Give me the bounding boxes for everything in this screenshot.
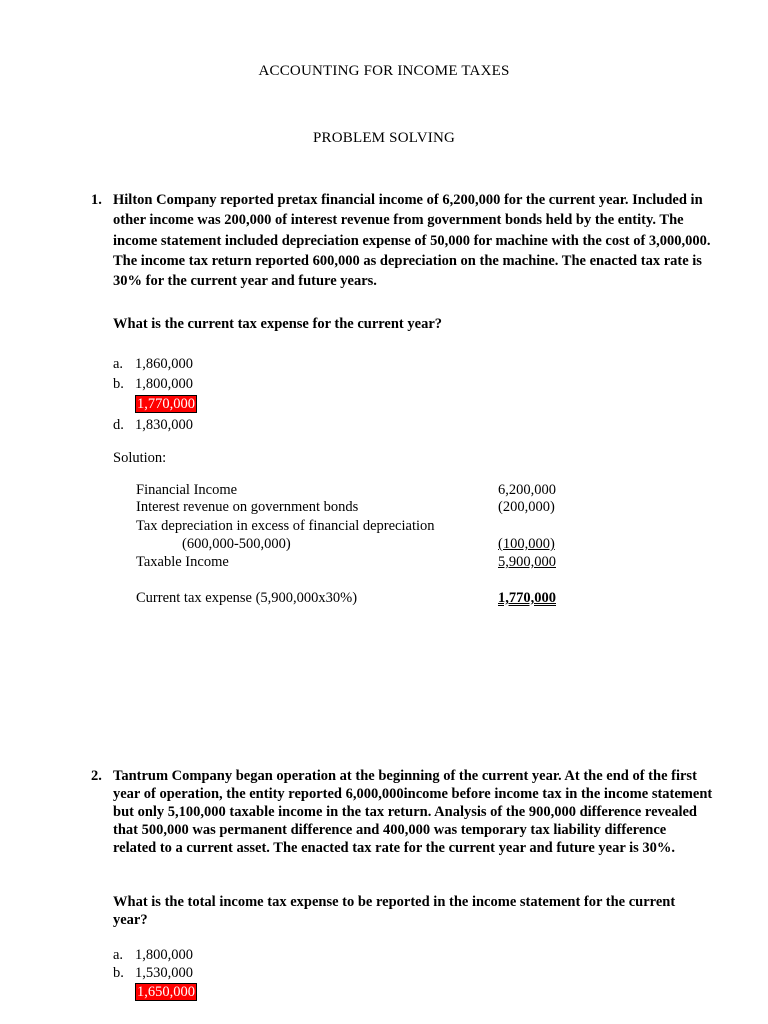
choice-value: 1,800,000 [135, 376, 193, 392]
solution-current-tax-expense-label: Current tax expense (5,900,000x30%) [136, 590, 358, 606]
choice-value: 1,800,000 [135, 947, 193, 963]
question-1-prompt: What is the current tax expense for the current year? [113, 316, 443, 332]
question-1-choice-b [113, 374, 193, 394]
question-2-choice-b [113, 963, 193, 983]
question-1-text: Hilton Company reported pretax financial income of 6,200,000 for the current year. Included in other income was 200,000 of interest revenue from government bonds held by the entity. The income statement included depreciation expense of 50,000 for machine with the cost of 3,000,000. The income tax return reported 600,000 as depreciation on the machine. The enacted tax rate is 30% for the current year and future years. [113, 192, 711, 290]
solution-interest-revenue-label: Interest revenue on government bonds [136, 499, 359, 515]
choice-value: 1,860,000 [135, 356, 193, 372]
solution-tax-depreciation-label: Tax depreciation in excess of financial depreciation [136, 518, 435, 534]
choice-value: 1,530,000 [135, 965, 193, 981]
question-1-choice-a [113, 354, 193, 374]
question-2-choice-a [113, 945, 193, 965]
question-1-choice-c [113, 394, 197, 414]
choice-letter: b. [113, 376, 124, 392]
highlighted-answer: 1,650,000 [137, 984, 195, 1000]
document-title: ACCOUNTING FOR INCOME TAXES [258, 63, 510, 79]
choice-letter: b. [113, 965, 124, 981]
solution-financial-income-label: Financial Income [136, 482, 238, 498]
question-2-choice-c [113, 982, 197, 1002]
question-2-text: Tantrum Company began operation at the beginning of the current year. At the end of the first year of operation, the entity reported 6,000,000income before income tax in the income statement but only 5,100,000 taxable income in the tax return. Analysis of the 900,000 difference revealed that 500,000 was permanent difference and 400,000 was temporary tax liability difference related to a current asset. The enacted tax rate for the current year and future year is 30%. [113, 768, 713, 856]
question-1-number: 1. [91, 192, 102, 208]
document-subtitle: PROBLEM SOLVING [312, 130, 456, 146]
highlighted-answer: 1,770,000 [137, 396, 195, 412]
solution-financial-income-amount: 6,200,000 [498, 482, 556, 498]
question-2-number: 2. [91, 768, 102, 784]
solution-current-tax-expense-amount: 1,770,000 [498, 590, 556, 606]
question-1-choice-d [113, 415, 193, 435]
choice-value: 1,830,000 [135, 417, 193, 433]
solution-taxable-income-label: Taxable Income [136, 554, 229, 570]
choice-letter: a. [113, 356, 124, 372]
solution-interest-revenue-amount: (200,000) [498, 499, 555, 515]
choice-letter: a. [113, 947, 124, 963]
solution-taxable-income-amount: 5,900,000 [498, 554, 556, 570]
question-2-prompt: What is the total income tax expense to be reported in the income statement for the current year? [113, 894, 676, 928]
solution-tax-depreciation-amount: (100,000) [498, 536, 555, 552]
solution-tax-depreciation-detail: (600,000-500,000) [182, 536, 291, 552]
choice-letter: d. [113, 417, 124, 433]
solution-label: Solution: [113, 450, 167, 466]
